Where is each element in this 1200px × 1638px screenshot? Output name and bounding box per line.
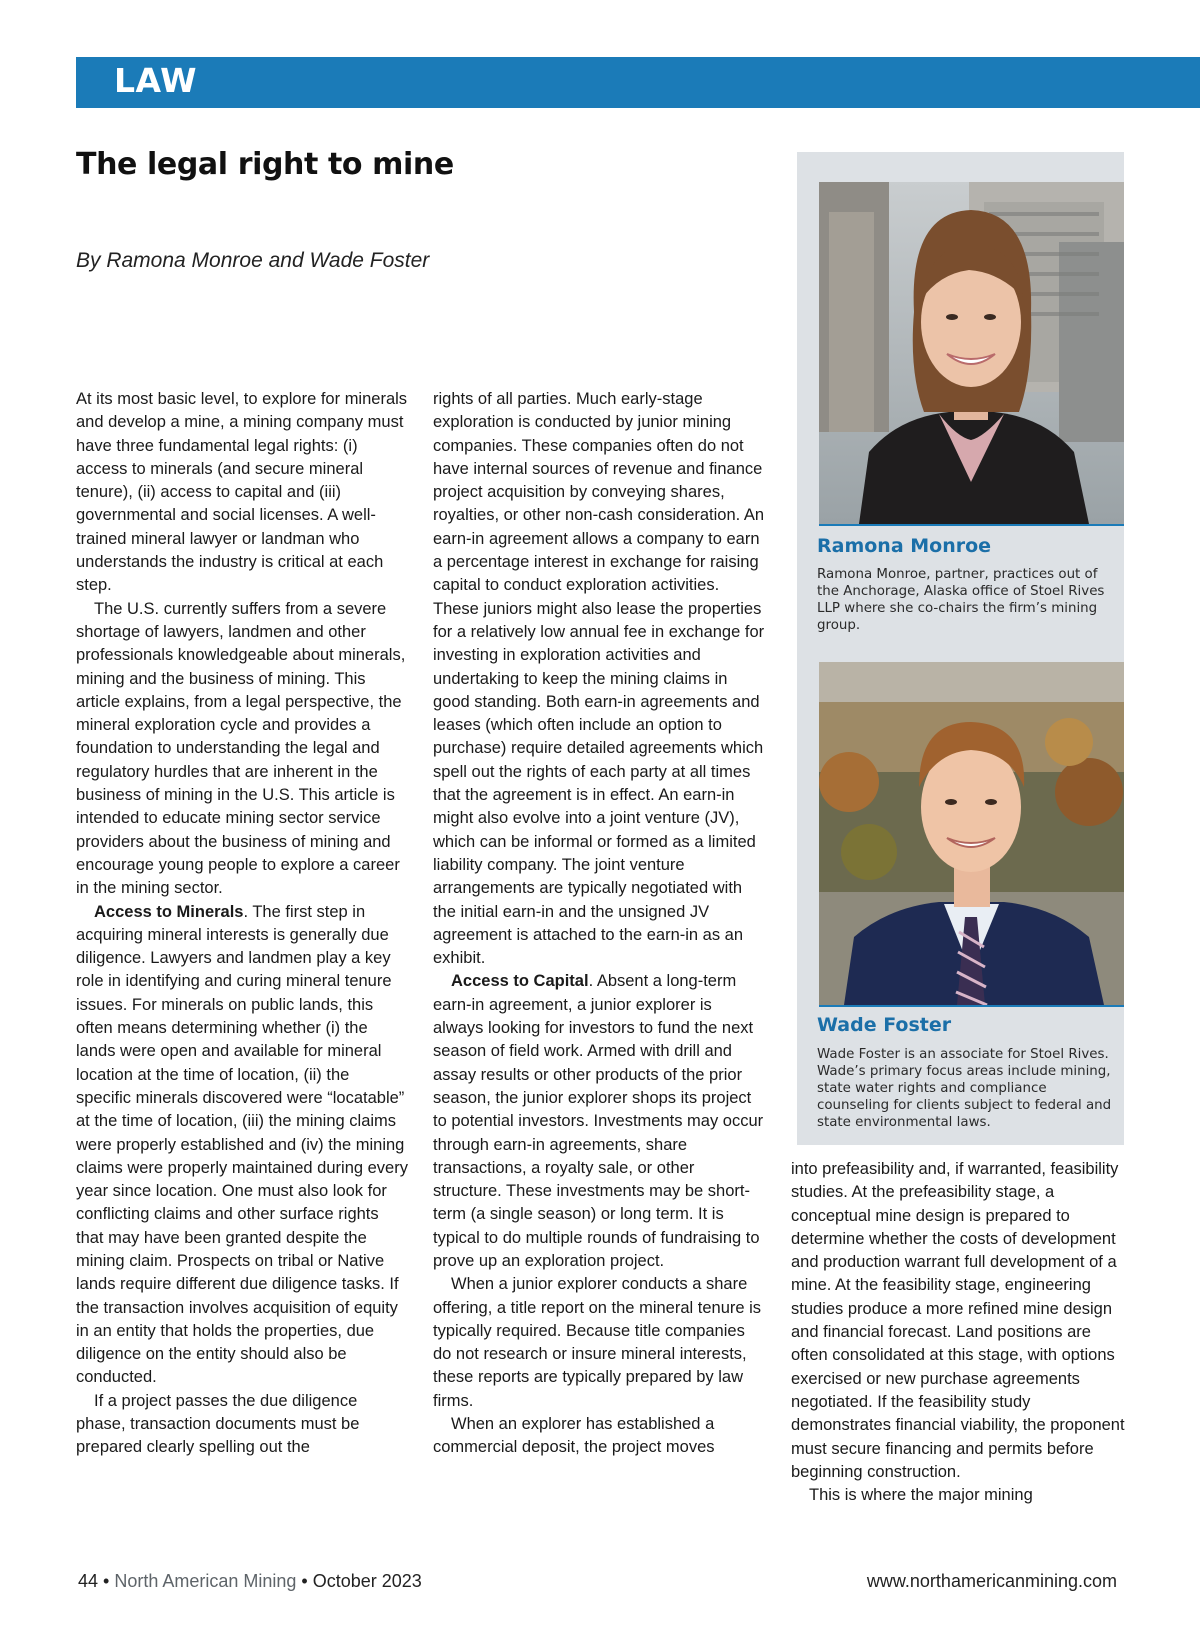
body-column-2 [433, 388, 765, 1460]
author-name: Ramona Monroe [817, 535, 992, 557]
subhead: Access to Minerals [94, 902, 244, 921]
article-byline: By Ramona Monroe and Wade Foster [76, 249, 430, 272]
author-photo-ramona-monroe [819, 182, 1124, 526]
paragraph: Access to Capital. Absent a long-term earn-in agreement, a junior explorer is always looking for investors to fund the next season of field work. Armed with drill and assay results or other products of the prior season, the junior explorer shops its project to potential investors. Investments may occur through earn-in agreements, share transactions, a royalty sale, or other structure. These investments may be short-term (a single season) or long term. It is typical to do multiple rounds of fundraising to prove up an exploration project. [433, 972, 764, 1270]
subhead: Access to Capital [451, 972, 589, 991]
section-banner [76, 57, 1200, 108]
section-label: LAW [114, 61, 197, 100]
paragraph: When a junior explorer conducts a share offering, a title report on the mineral tenure is typically required. Because title companies do not research or insure mineral interests, these reports are typically prepared by law firms. [433, 1275, 762, 1410]
paragraph: When an explorer has established a commercial deposit, the project moves [433, 1415, 715, 1457]
author-sidebar [797, 152, 1124, 1145]
author-bio: Wade Foster is an associate for Stoel Rives. Wade’s primary focus areas include mining, state water rights and compliance counseling for clients subject to federal and state environmental laws. [817, 1047, 1112, 1130]
author-name: Wade Foster [817, 1014, 952, 1036]
author-bio: Ramona Monroe, partner, practices out of the Anchorage, Alaska office of Stoel Rives LLP where she co-chairs the firm’s mining group. [817, 567, 1105, 633]
body-column-1 [76, 388, 408, 1460]
page-footer-credit: 44 • North American Mining • October 2023 [78, 1571, 422, 1591]
paragraph: Access to Minerals. The first step in acquiring mineral interests is generally due diligence. Lawyers and landmen play a key role in identifying and curing mineral tenure issues. For minerals on public lands, this often means determining whether (i) the lands were open and available for mineral location at the time of location, (ii) the specific minerals discovered were “locatable” at the time of location, (iii) the mining claims were properly established and (iv) the mining claims were properly maintained during every year since location. One must also look for conflicting claims and other surface rights that may have been granted despite the mining claim. Prospects on tribal or Native lands require different due diligence tasks. If the transaction involves acquisition of equity in an entity that holds the properties, due diligence on the entity should also be conducted. [76, 902, 408, 1387]
issue-date: October 2023 [312, 1571, 422, 1591]
paragraph: into prefeasibility and, if warranted, feasibility studies. At the prefeasibility stage, a conceptual mine design is prepared to determine whether the costs of development and production warrant full development of a mine. At the feasibility stage, engineering studies produce a more refined mine design and financial forecast. Land positions are often consolidated at this stage, with options exercised or new purchase agreements negotiated. If the feasibility study demonstrates financial viability, the proponent must secure financing and permits before beginning construction. [791, 1160, 1125, 1481]
page-number: 44 [78, 1571, 99, 1591]
paragraph: If a project passes the due diligence phase, transaction documents must be prepared clearly spelling out the [76, 1391, 360, 1457]
body-column-3 [791, 1158, 1126, 1507]
author-photo-wade-foster [819, 662, 1124, 1007]
article-title: The legal right to mine [76, 147, 454, 182]
paragraph: At its most basic level, to explore for minerals and develop a mine, a mining company must have three fundamental legal rights: (i) access to minerals (and secure mineral tenure), (ii) access to capital and (iii) governmental and social licenses. A well-trained mineral lawyer or landman who understands the industry is critical at each step. [76, 390, 408, 595]
publication-name: North American Mining [114, 1571, 297, 1591]
website-url: www.northamericanmining.com [866, 1571, 1117, 1591]
paragraph: rights of all parties. Much early-stage exploration is conducted by junior mining companies. These companies often do not have internal sources of revenue and finance project acquisition by conveying shares, royalties, or other non-cash consideration. An earn-in agreement allows a company to earn a percentage interest in exchange for raising capital to conduct exploration activities. These juniors might also lease the properties for a relatively low annual fee in exchange for investing in exploration activities and undertaking to keep the mining claims in good standing. Both earn-in agreements and leases (which often include an option to purchase) require detailed agreements which spell out the rights of each party at all times that the agreement is in effect. An earn-in might also evolve into a joint venture (JV), which can be informal or formed as a limited liability company. The joint venture arrangements are typically negotiated with the initial earn-in and the unsigned JV agreement is attached to the earn-in as an exhibit. [433, 390, 765, 968]
paragraph: This is where the major mining [809, 1486, 1033, 1505]
paragraph: The U.S. currently suffers from a severe shortage of lawyers, landmen and other professionals knowledgeable about minerals, mining and the business of mining. This article explains, from a legal perspective, the mineral exploration cycle and provides a foundation to understanding the legal and regulatory hurdles that are inherent in the business of mining in the U.S. This article is intended to educate mining sector service providers about the business of mining and encourage young people to explore a career in the mining sector. [76, 599, 406, 898]
